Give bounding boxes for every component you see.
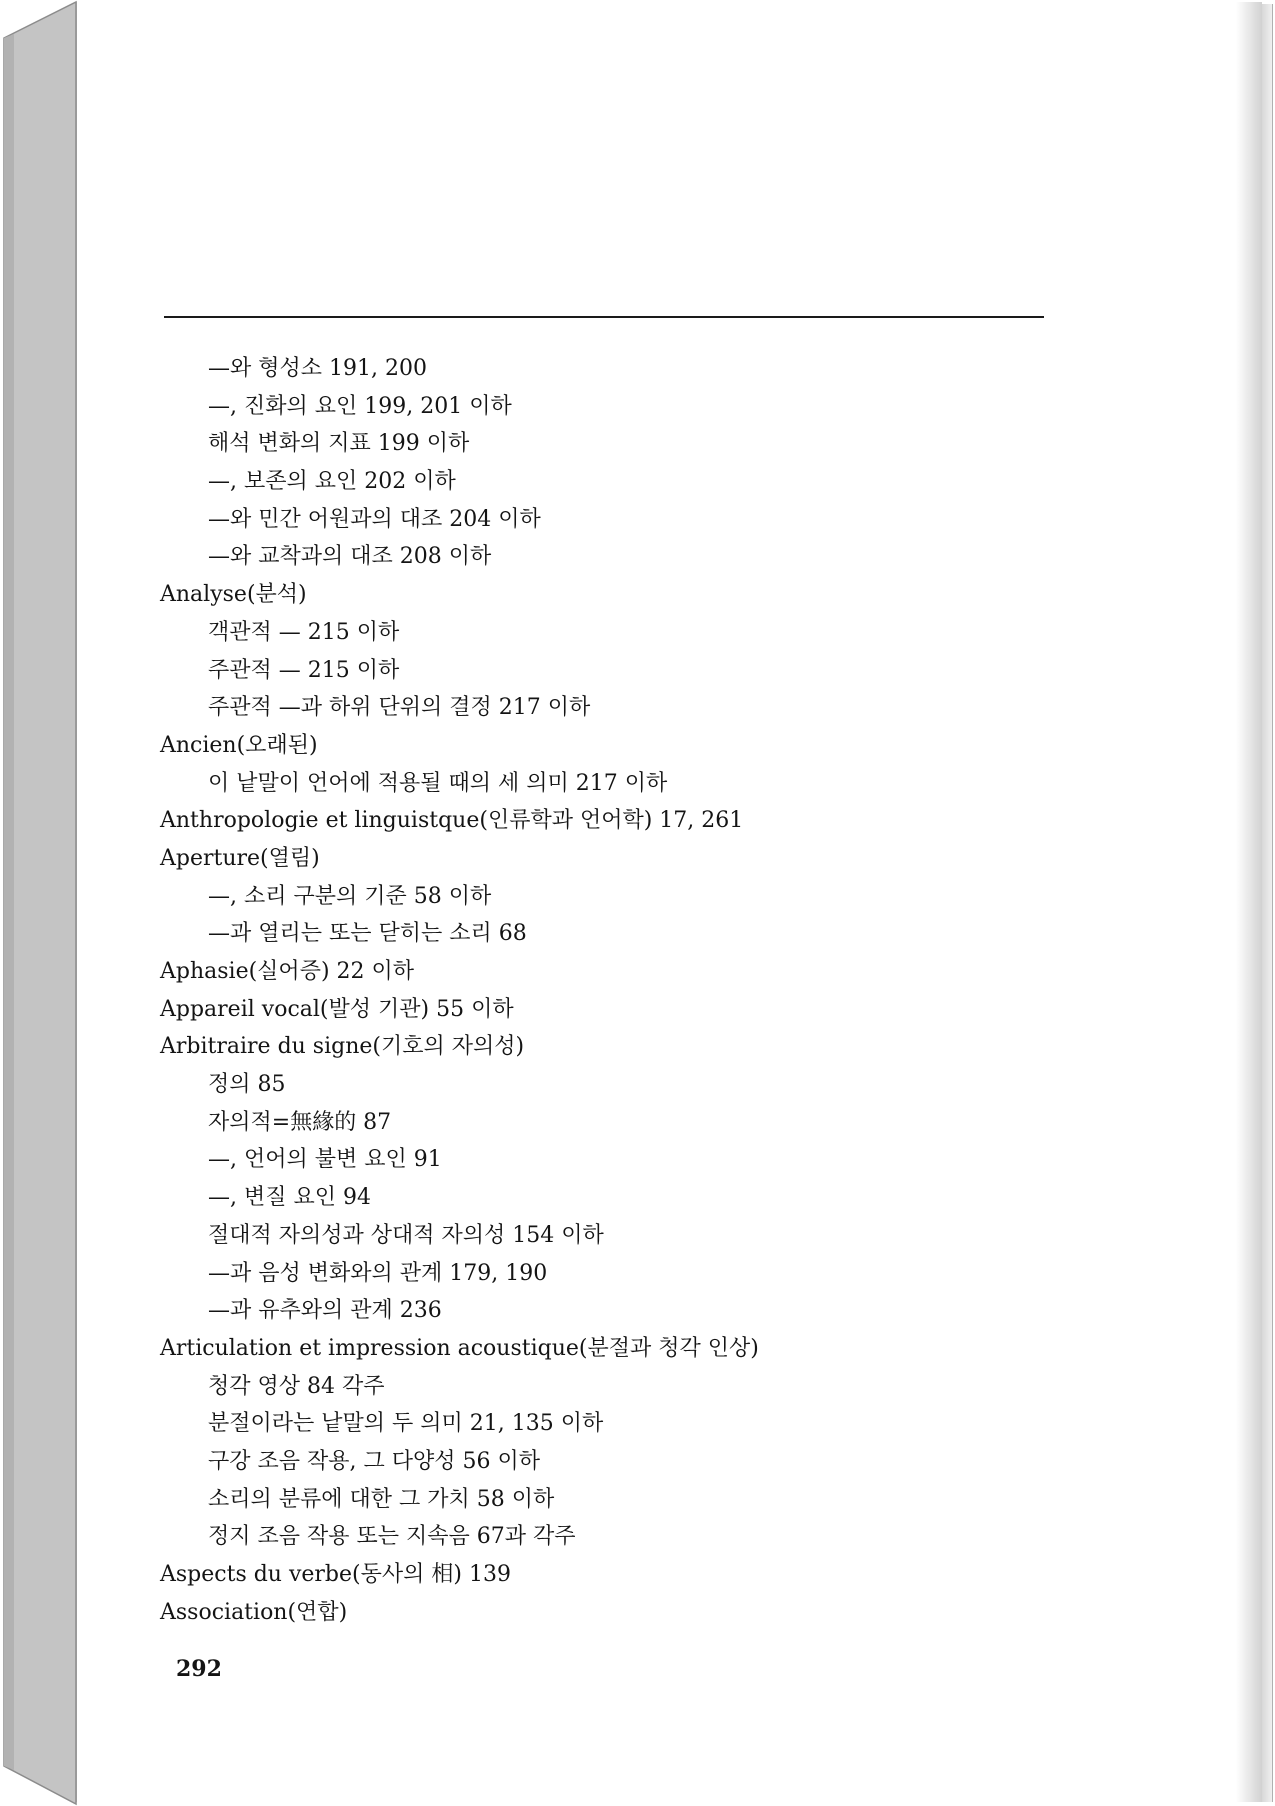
index-entry-list (160, 350, 1060, 1631)
index-heading: Ancien(오래된) (160, 732, 318, 758)
index-subentry: 정의 85 (208, 1072, 286, 1098)
index-subentry: 소리의 분류에 대한 그 가치 58 이하 (208, 1486, 555, 1512)
index-subentry: 청각 영상 84 각주 (208, 1373, 385, 1399)
index-heading: Arbitraire du signe(기호의 자의성) (160, 1034, 525, 1060)
index-subentry: 자의적=無緣的 87 (208, 1109, 392, 1135)
page-shadow (1236, 2, 1262, 1802)
index-subentry: —와 교착과의 대조 208 이하 (208, 544, 492, 570)
index-subentry: —와 민간 어원과의 대조 204 이하 (208, 506, 541, 532)
index-subentry: —, 보존의 요인 202 이하 (208, 469, 456, 495)
index-subentry: 분절이라는 낱말의 두 의미 21, 135 이하 (208, 1411, 604, 1437)
index-heading: Association(연합) (160, 1599, 348, 1625)
index-heading: Aperture(열림) (160, 845, 320, 871)
index-subentry: 정지 조음 작용 또는 지속음 67과 각주 (208, 1524, 576, 1550)
index-heading: Aphasie(실어증) 22 이하 (160, 959, 415, 984)
index-heading: Aspects du verbe(동사의 相) 139 (160, 1562, 511, 1587)
index-subentry: 구강 조음 작용, 그 다양성 56 이하 (208, 1448, 540, 1474)
index-subentry: —, 소리 구분의 기준 58 이하 (208, 883, 492, 909)
index-heading: Anthropologie et linguistque(인류학과 언어학) 17, 261 (160, 808, 744, 834)
index-heading: Analyse(분석) (160, 582, 307, 608)
index-subentry: —, 언어의 불변 요인 91 (208, 1147, 442, 1173)
index-subentry: —과 열리는 또는 닫히는 소리 68 (208, 921, 527, 947)
index-heading: Appareil vocal(발성 기관) 55 이하 (160, 996, 514, 1022)
index-subentry: 해석 변화의 지표 199 이하 (208, 431, 470, 457)
index-heading: Articulation et impression acoustique(분절과 청각 인상) (160, 1335, 759, 1361)
header-rule (164, 316, 1044, 318)
index-subentry: —와 형성소 191, 200 (208, 356, 427, 381)
index-subentry: —과 유추와의 관계 236 (208, 1298, 442, 1324)
index-subentry: 절대적 자의성과 상대적 자의성 154 이하 (208, 1222, 604, 1248)
page-edge (1262, 4, 1273, 1802)
page-number: 292 (176, 1656, 222, 1682)
index-subentry: —과 음성 변화와의 관계 179, 190 (208, 1260, 548, 1286)
index-subentry: 주관적 — 215 이하 (208, 657, 400, 683)
index-subentry: —, 진화의 요인 199, 201 이하 (208, 393, 512, 419)
index-subentry: 이 낱말이 언어에 적용될 때의 세 의미 217 이하 (208, 770, 668, 796)
index-subentry: —, 변질 요인 94 (208, 1185, 371, 1211)
index-subentry: 주관적 —과 하위 단위의 결정 217 이하 (208, 695, 591, 721)
index-subentry: 객관적 — 215 이하 (208, 619, 400, 645)
